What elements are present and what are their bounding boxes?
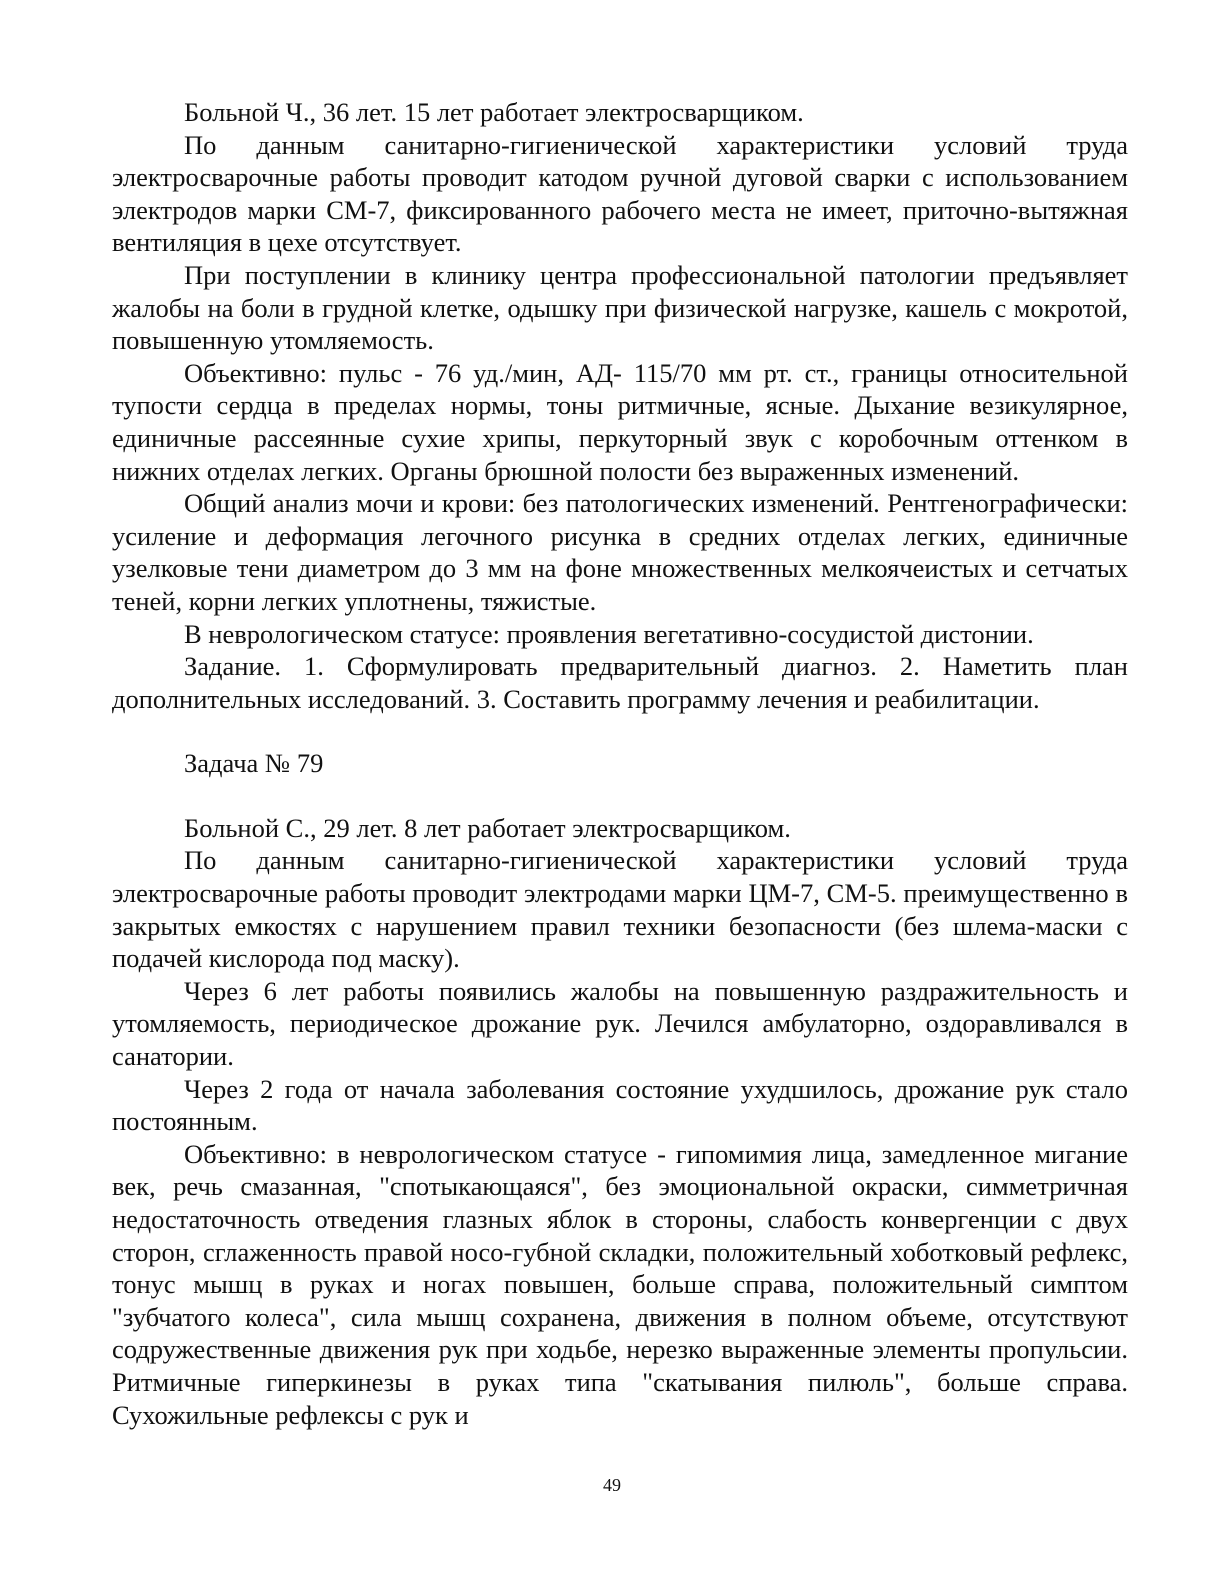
- case78-paragraph-1: Больной Ч., 36 лет. 15 лет работает электросварщиком.: [184, 97, 804, 127]
- case78-paragraph-2: По данным санитарно-гигиенической характеристики условий труда электросварочные работы проводит катодом ручной дуговой сварки с использованием электродов марки СМ-7, фиксированного рабочего места не имеет, приточно-вытяжная вентиляция в цехе отсутствует.: [112, 129, 1128, 258]
- case79-heading: Задача № 79: [184, 748, 324, 779]
- case79-paragraph-2: По данным санитарно-гигиенической характеристики условий труда электросварочные работы проводит электродами марки ЦМ-7, СМ-5. преимущественно в закрытых емкостях с нарушением правил техники безопасности (без шлема-маски с подачей кислорода под маску).: [112, 845, 1128, 974]
- case78-paragraph-4: Объективно: пульс - 76 уд./мин, АД- 115/70 мм рт. ст., границы относительной тупости сердца в пределах нормы, тоны ритмичные, ясные. Дыхание везикулярное, единичные рассеянные сухие хрипы, перкуторный звук с коробочным оттенком в нижних отделах легких. Органы брюшной полости без выраженных изменений.: [112, 357, 1128, 486]
- case78-paragraph-5: Общий анализ мочи и крови: без патологических изменений. Рентгенографически: усиление и деформация легочного рисунка в средних отделах легких, единичные узелковые тени диаметром до 3 мм на фоне множественных мелкоячеистых и сетчатых теней, корни легких уплотнены, тяжистые.: [112, 488, 1128, 616]
- case78-paragraph-3: При поступлении в клинику центра профессиональной патологии предъявляет жалобы на боли в грудной клетке, одышку при физической нагрузке, кашель с мокротой, повышенную утомляемость.: [112, 259, 1128, 356]
- case79-paragraph-1: Больной С., 29 лет. 8 лет работает электросварщиком.: [184, 812, 791, 843]
- case79-paragraph-5: Объективно: в неврологическом статусе - гипомимия лица, замедленное мигание век, речь смазанная, "спотыкающаяся", без эмоциональной окраски, симметричная недостаточность отведения глазных яблок в стороны, слабость конвергенции с двух сторон, сглаженность правой носо-губной складки, положительный хоботковый рефлекс, тонус мышц в руках и ногах повышен, больше справа, положительный симптом "зубчатого колеса", сила мышц сохранена, движения в полном объеме, отсутствуют содружественные движения рук при ходьбе, нерезко выраженные элементы пропульсии. Ритмичные гиперкинезы в руках типа "скатывания пилюль", больше справа. Сухожильные рефлексы с рук и: [112, 1138, 1128, 1430]
- page-number: 49: [603, 1475, 621, 1495]
- case79-paragraph-3: Через 6 лет работы появились жалобы на повышенную раздражительность и утомляемость, периодическое дрожание рук. Лечился амбулаторно, оздоравливался в санатории.: [112, 975, 1128, 1072]
- case79-paragraph-4: Через 2 года от начала заболевания состояние ухудшилось, дрожание рук стало постоянным.: [112, 1073, 1128, 1137]
- case78-task-paragraph: Задание. 1. Сформулировать предварительный диагноз. 2. Наметить план дополнительных исследований. 3. Составить программу лечения и реабилитации.: [112, 651, 1128, 714]
- document-page: [112, 96, 1128, 1431]
- case78-paragraph-6: В неврологическом статусе: проявления вегетативно-сосудистой дистонии.: [184, 618, 1034, 649]
